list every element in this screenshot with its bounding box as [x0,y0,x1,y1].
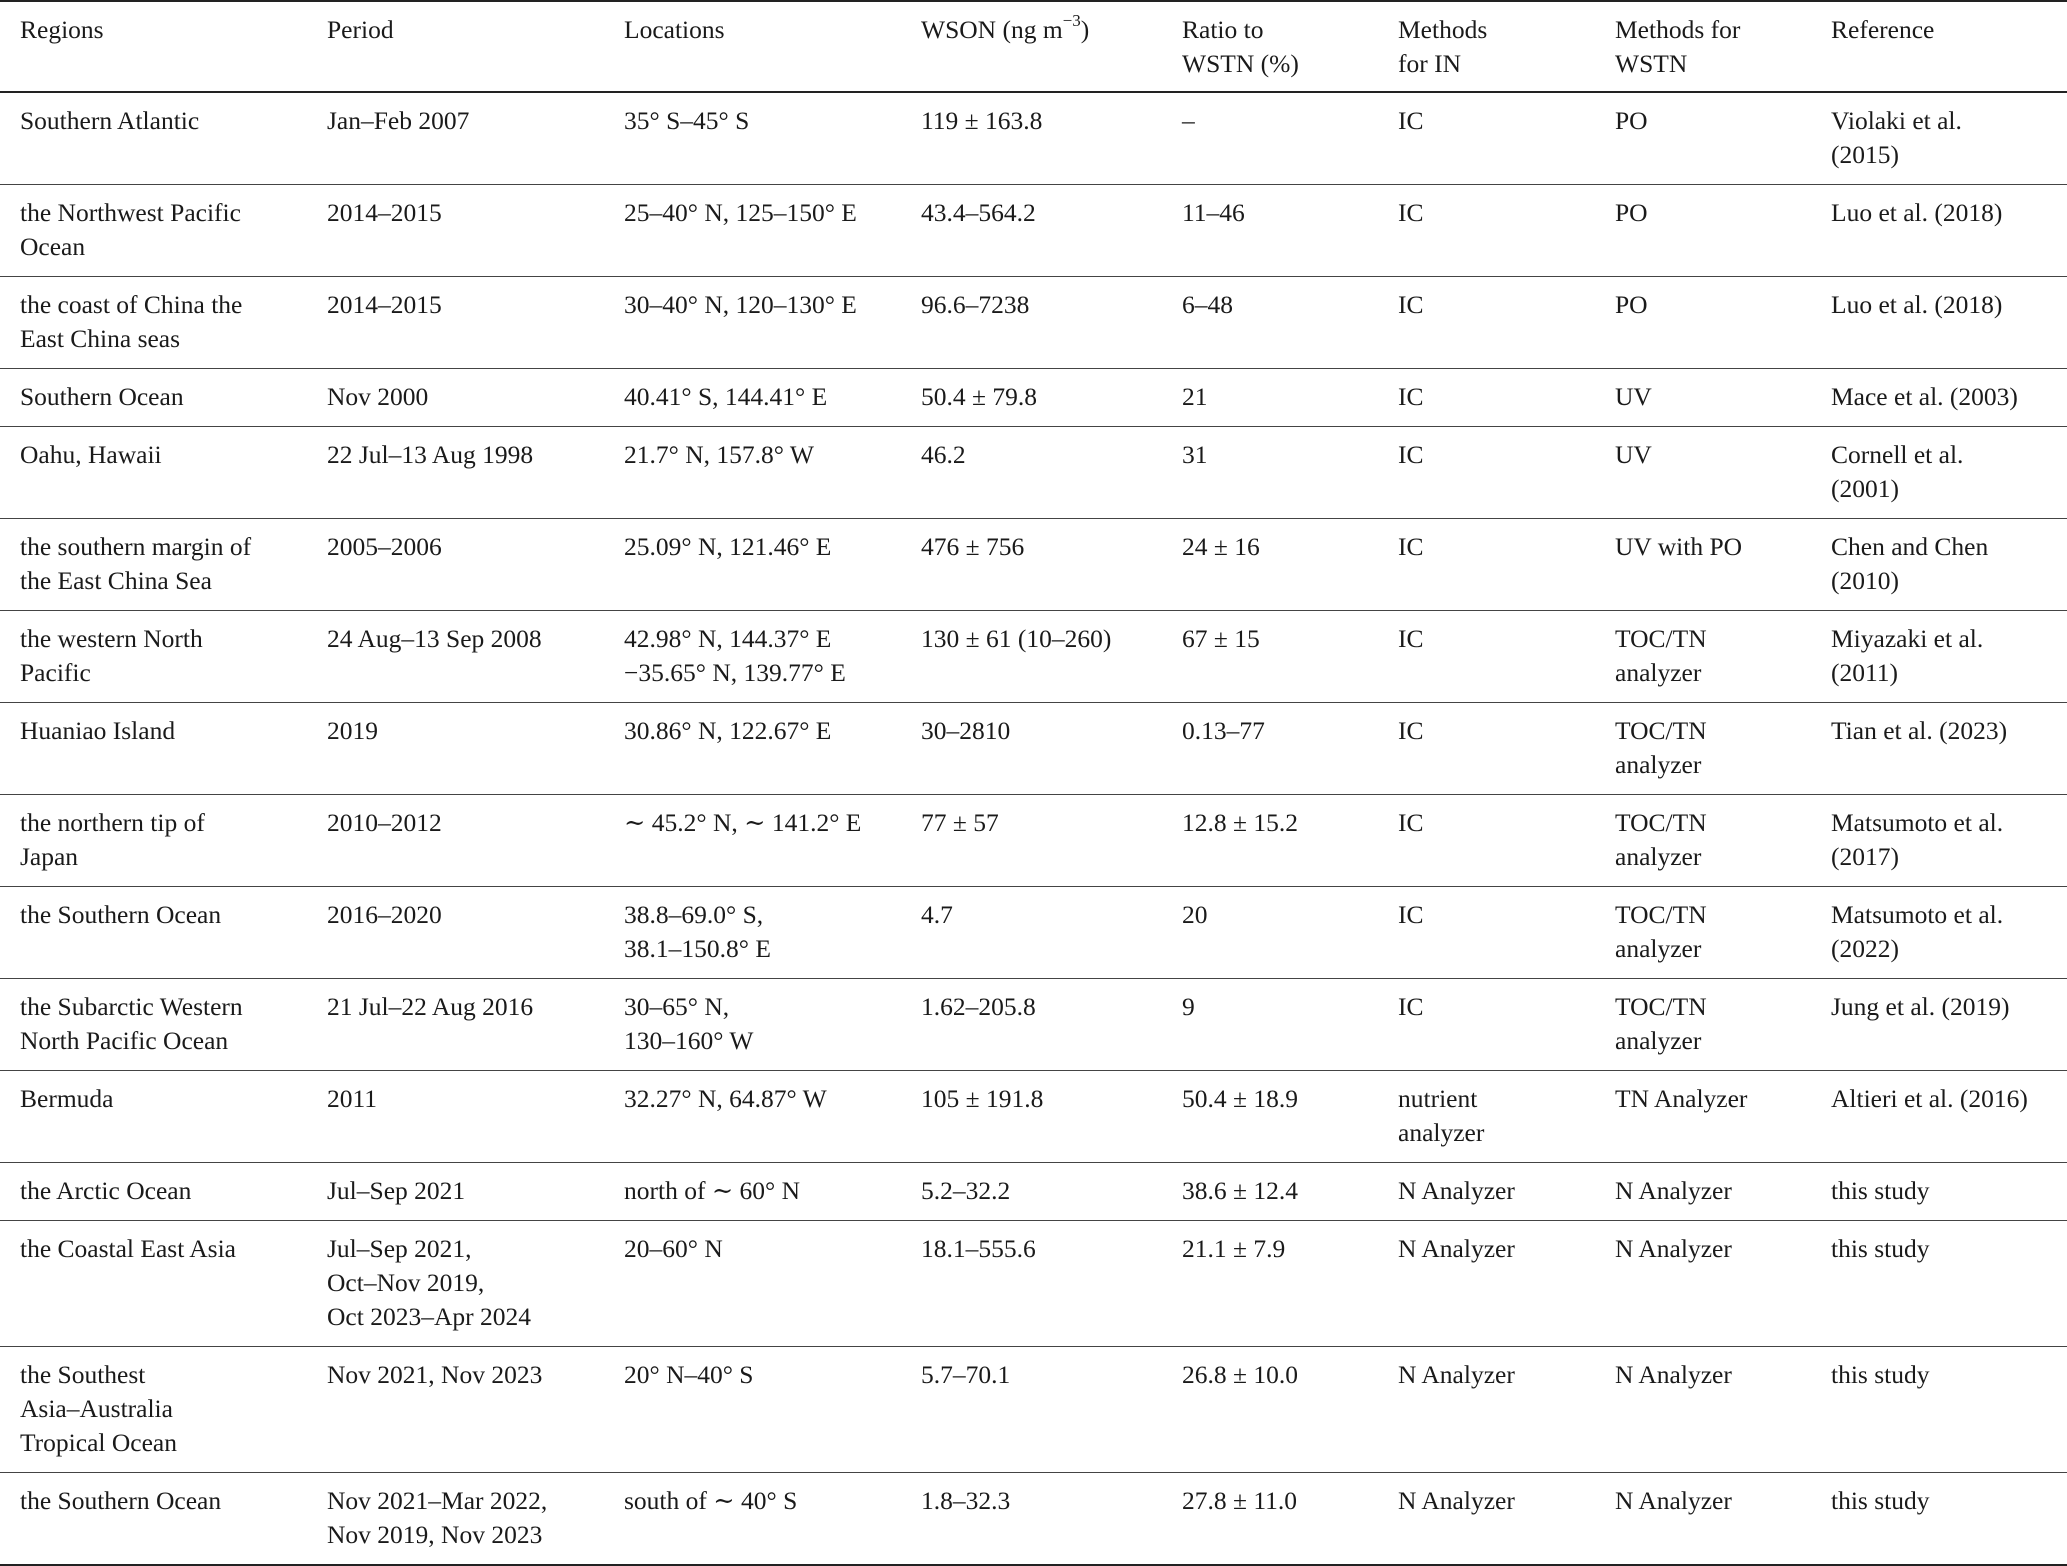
cell-wson: 46.2 [921,440,966,469]
cell-period: 2011 [327,1084,378,1113]
cell-region: Huaniao Island [20,716,176,745]
cell-reference: Cornell et al. (2001) [1831,440,1964,503]
cell-method-in: N Analyzer [1398,1486,1515,1515]
cell-location: 30–40° N, 120–130° E [624,290,857,319]
cell-reference: Miyazaki et al. (2011) [1831,624,1984,687]
cell-period: Nov 2000 [327,382,429,411]
cell-ratio: 20 [1182,900,1208,929]
cell-reference: Jung et al. (2019) [1831,992,2010,1021]
cell-region: Oahu, Hawaii [20,440,162,469]
cell-reference: Luo et al. (2018) [1831,198,2003,227]
cell-location: 20° N–40° S [624,1360,754,1389]
cell-period: 2010–2012 [327,808,442,837]
cell-region: the coast of China the East China seas [20,290,243,353]
cell-reference: Altieri et al. (2016) [1831,1084,2028,1113]
table-row [0,92,2067,185]
header-wson-label: WSON (ng m [921,15,1063,44]
cell-region: the Arctic Ocean [20,1176,192,1205]
table-row [0,611,2067,703]
cell-ratio: 26.8 ± 10.0 [1182,1360,1298,1389]
cell-location: 35° S–45° S [624,106,750,135]
cell-location: 42.98° N, 144.37° E −35.65° N, 139.77° E [624,624,846,687]
cell-method-wstn: TOC/TN analyzer [1615,808,1707,871]
cell-method-in: N Analyzer [1398,1360,1515,1389]
cell-ratio: 27.8 ± 11.0 [1182,1486,1298,1515]
cell-method-in: IC [1398,992,1424,1021]
cell-ratio: 12.8 ± 15.2 [1182,808,1298,837]
header-methods-in: Methods for IN [1398,15,1488,78]
cell-period: 2014–2015 [327,198,442,227]
cell-wson: 5.7–70.1 [921,1360,1011,1389]
cell-ratio: 21 [1182,382,1208,411]
cell-location: ∼ 45.2° N, ∼ 141.2° E [624,808,862,837]
cell-method-in: IC [1398,290,1424,319]
cell-location: 38.8–69.0° S, 38.1–150.8° E [624,900,771,963]
table-row [0,185,2067,277]
header-row [0,1,2067,92]
cell-method-wstn: UV with PO [1615,532,1743,561]
cell-ratio: 6–48 [1182,290,1233,319]
cell-wson: 30–2810 [921,716,1011,745]
cell-wson: 43.4–564.2 [921,198,1036,227]
cell-period: Nov 2021, Nov 2023 [327,1360,543,1389]
cell-period: 2016–2020 [327,900,442,929]
cell-method-in: IC [1398,808,1424,837]
cell-method-wstn: PO [1615,290,1648,319]
cell-method-in: N Analyzer [1398,1176,1515,1205]
cell-method-in: IC [1398,106,1424,135]
cell-ratio: 50.4 ± 18.9 [1182,1084,1298,1113]
table-row [0,1163,2067,1221]
cell-method-wstn: TOC/TN analyzer [1615,624,1707,687]
cell-ratio: – [1182,106,1195,135]
cell-region: the western North Pacific [20,624,203,687]
cell-region: the northern tip of Japan [20,808,205,871]
cell-method-in: IC [1398,532,1424,561]
cell-period: 22 Jul–13 Aug 1998 [327,440,534,469]
header-period: Period [327,15,394,44]
cell-region: the Southest Asia–Australia Tropical Ocean [20,1360,177,1457]
table-row [0,519,2067,611]
cell-wson: 4.7 [921,900,953,929]
cell-region: Southern Atlantic [20,106,200,135]
cell-region: the Northwest Pacific Ocean [20,198,241,261]
cell-ratio: 9 [1182,992,1195,1021]
cell-ratio: 11–46 [1182,198,1245,227]
cell-wson: 1.8–32.3 [921,1486,1011,1515]
cell-wson: 105 ± 191.8 [921,1084,1044,1113]
cell-period: 2005–2006 [327,532,442,561]
cell-method-wstn: N Analyzer [1615,1360,1732,1389]
cell-period: 24 Aug–13 Sep 2008 [327,624,542,653]
cell-reference: this study [1831,1360,1930,1389]
cell-location: 40.41° S, 144.41° E [624,382,828,411]
cell-period: Jul–Sep 2021 [327,1176,466,1205]
header-methods-wstn: Methods for WSTN [1615,15,1741,78]
table-row [0,979,2067,1071]
cell-region: the southern margin of the East China Sea [20,532,252,595]
cell-region: the Coastal East Asia [20,1234,237,1263]
cell-period: Nov 2021–Mar 2022, Nov 2019, Nov 2023 [327,1486,548,1549]
cell-location: 30.86° N, 122.67° E [624,716,832,745]
table-row [0,795,2067,887]
header-wson-exponent: −3 [1062,10,1081,30]
cell-reference: Mace et al. (2003) [1831,382,2018,411]
header-reference: Reference [1831,15,1935,44]
cell-location: 30–65° N, 130–160° W [624,992,754,1055]
cell-reference: Violaki et al. (2015) [1831,106,1962,169]
cell-period: Jan–Feb 2007 [327,106,470,135]
header-wson [901,1,1162,92]
cell-reference: Matsumoto et al. (2022) [1831,900,2004,963]
cell-method-in: IC [1398,382,1424,411]
cell-method-wstn: UV [1615,440,1652,469]
cell-method-wstn: UV [1615,382,1652,411]
cell-method-wstn: PO [1615,198,1648,227]
table-row [0,427,2067,519]
cell-location: 25–40° N, 125–150° E [624,198,857,227]
table-row [0,1347,2067,1473]
cell-period: 2019 [327,716,378,745]
cell-reference: Tian et al. (2023) [1831,716,2008,745]
cell-wson: 77 ± 57 [921,808,999,837]
table-row [0,277,2067,369]
cell-location: south of ∼ 40° S [624,1486,798,1515]
cell-ratio: 67 ± 15 [1182,624,1260,653]
cell-method-wstn: N Analyzer [1615,1486,1732,1515]
header-regions: Regions [20,15,104,44]
cell-region: the Southern Ocean [20,900,222,929]
cell-method-wstn: N Analyzer [1615,1234,1732,1263]
cell-ratio: 31 [1182,440,1208,469]
table-row [0,369,2067,427]
header-wson-close: ) [1080,15,1090,44]
cell-method-in: N Analyzer [1398,1234,1515,1263]
header-ratio: Ratio to WSTN (%) [1182,15,1299,78]
cell-region: the Subarctic Western North Pacific Ocean [20,992,243,1055]
cell-region: the Southern Ocean [20,1486,222,1515]
table-row [0,1221,2067,1347]
cell-wson: 1.62–205.8 [921,992,1036,1021]
table-row [0,1473,2067,1566]
header-locations: Locations [624,15,725,44]
cell-wson: 119 ± 163.8 [921,106,1043,135]
cell-method-in: IC [1398,900,1424,929]
cell-ratio: 0.13–77 [1182,716,1265,745]
cell-method-wstn: TOC/TN analyzer [1615,716,1707,779]
cell-method-wstn: TOC/TN analyzer [1615,992,1707,1055]
cell-period: 21 Jul–22 Aug 2016 [327,992,534,1021]
cell-ratio: 24 ± 16 [1182,532,1260,561]
cell-period: 2014–2015 [327,290,442,319]
table-row [0,1071,2067,1163]
cell-ratio: 21.1 ± 7.9 [1182,1234,1286,1263]
cell-location: 20–60° N [624,1234,723,1263]
cell-method-wstn: TOC/TN analyzer [1615,900,1707,963]
cell-reference: this study [1831,1176,1930,1205]
cell-wson: 5.2–32.2 [921,1176,1011,1205]
cell-reference: Chen and Chen (2010) [1831,532,1989,595]
cell-method-wstn: TN Analyzer [1615,1084,1748,1113]
cell-period: Jul–Sep 2021, Oct–Nov 2019, Oct 2023–Apr 2024 [327,1234,531,1331]
cell-region: Bermuda [20,1084,114,1113]
cell-method-in: IC [1398,440,1424,469]
cell-method-in: nutrient analyzer [1398,1084,1485,1147]
cell-method-wstn: PO [1615,106,1648,135]
cell-location: 25.09° N, 121.46° E [624,532,832,561]
table-body [0,92,2067,1565]
cell-method-in: IC [1398,716,1424,745]
cell-wson: 18.1–555.6 [921,1234,1036,1263]
cell-reference: Luo et al. (2018) [1831,290,2003,319]
table-row [0,887,2067,979]
cell-location: 21.7° N, 157.8° W [624,440,814,469]
cell-wson: 476 ± 756 [921,532,1025,561]
cell-method-in: IC [1398,624,1424,653]
cell-wson: 96.6–7238 [921,290,1030,319]
cell-reference: this study [1831,1234,1930,1263]
cell-region: Southern Ocean [20,382,184,411]
cell-method-wstn: N Analyzer [1615,1176,1732,1205]
cell-reference: Matsumoto et al. (2017) [1831,808,2004,871]
cell-reference: this study [1831,1486,1930,1515]
cell-location: 32.27° N, 64.87° W [624,1084,827,1113]
cell-wson: 50.4 ± 79.8 [921,382,1037,411]
cell-method-in: IC [1398,198,1424,227]
cell-wson: 130 ± 61 (10–260) [921,624,1112,653]
cell-ratio: 38.6 ± 12.4 [1182,1176,1298,1205]
cell-location: north of ∼ 60° N [624,1176,801,1205]
table-row [0,703,2067,795]
